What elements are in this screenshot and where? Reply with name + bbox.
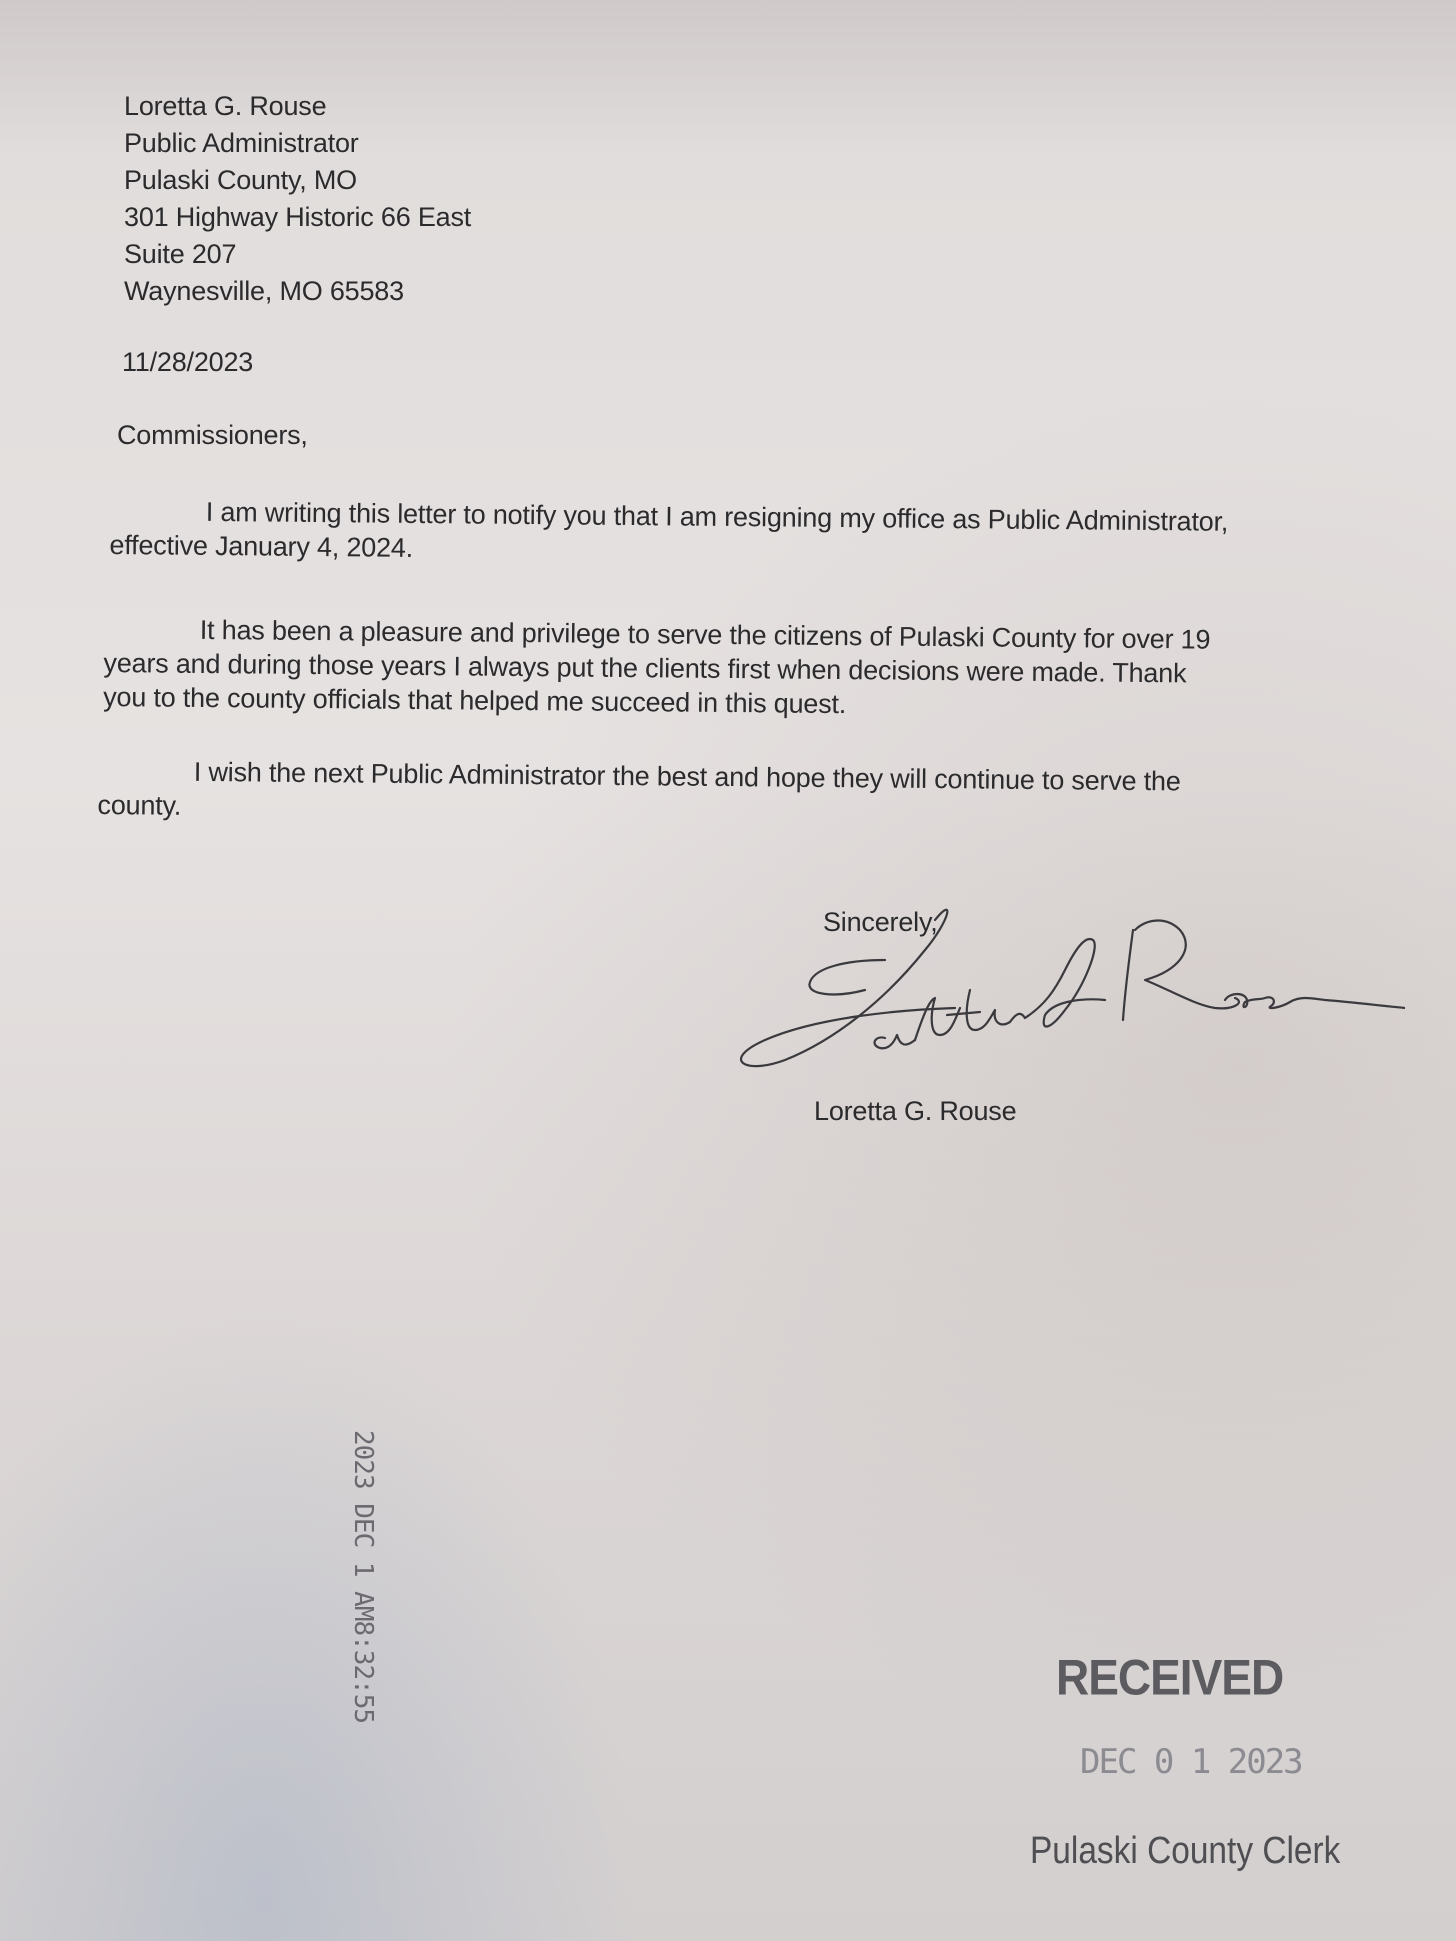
paragraph-line: I wish the next Public Administrator the best and hope they will continue to serve the (193, 756, 1181, 797)
paragraph-line: you to the county officials that helped me succeed in this quest. (103, 681, 847, 720)
sender-county: Pulaski County, MO (124, 165, 357, 195)
received-stamp: RECEIVED (1056, 1648, 1284, 1706)
vertical-timestamp-stamp: 2023 DEC 1 AM8:32:55 (348, 1430, 378, 1724)
sender-city: Waynesville, MO 65583 (124, 276, 404, 306)
sender-title: Public Administrator (124, 128, 359, 158)
paragraph-1 (109, 494, 1228, 573)
signer-name: Loretta G. Rouse (814, 1096, 1017, 1126)
paragraph-2 (103, 612, 1210, 725)
paragraph-line: county. (97, 789, 182, 821)
sender-address-block (124, 88, 471, 310)
paragraph-line: years and during those years I always put the clients first when decisions were made. Thank (103, 647, 1187, 689)
received-stamp-date: DEC 0 1 2023 (1080, 1742, 1302, 1782)
sender-name: Loretta G. Rouse (124, 91, 327, 121)
salutation: Commissioners, (117, 420, 308, 450)
paragraph-line: It has been a pleasure and privilege to serve the citizens of Pulaski County for over 19 (199, 614, 1211, 655)
paragraph-line: effective January 4, 2024. (109, 529, 414, 563)
county-clerk-stamp: Pulaski County Clerk (1030, 1830, 1341, 1872)
closing: Sincerely, (823, 907, 938, 937)
sender-street: 301 Highway Historic 66 East (124, 202, 472, 232)
paragraph-line: I am writing this letter to notify you that I am resigning my office as Public Administrator, (205, 496, 1229, 537)
letter-date: 11/28/2023 (122, 347, 254, 377)
handwritten-signature (725, 890, 1405, 1090)
paragraph-3 (97, 754, 1180, 832)
sender-suite: Suite 207 (124, 239, 237, 269)
